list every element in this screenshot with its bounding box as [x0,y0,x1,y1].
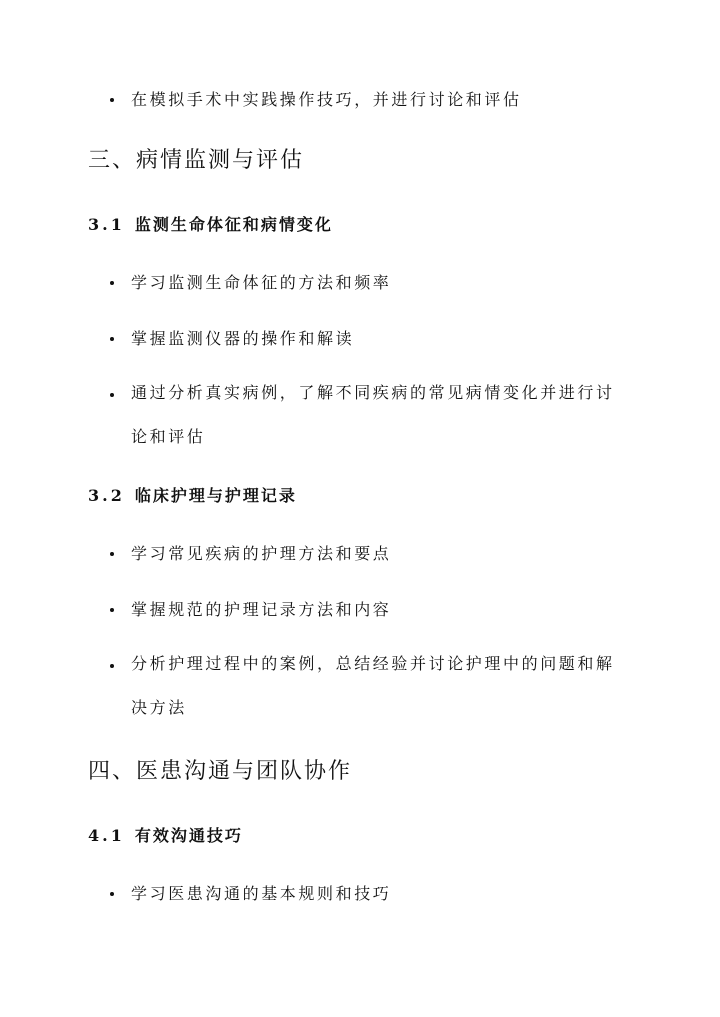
list-item-text: 通过分析真实病例，了解不同疾病的常见病情变化并进行讨论和评估 [131,383,615,446]
subsection-heading [88,483,297,506]
subsection-heading [88,212,333,235]
subsection-number: 4.1 [88,826,125,845]
list-item-text: 学习常见疾病的护理方法和要点 [131,544,392,563]
list-item-text: 掌握监测仪器的操作和解读 [131,329,355,348]
list-item-text: 分析护理过程中的案例，总结经验并讨论护理中的问题和解决方法 [131,654,615,717]
bullet-icon [110,608,114,612]
subsection-number: 3.2 [88,486,125,505]
subsection-number: 3.1 [88,215,125,234]
subsection-title: 临床护理与护理记录 [134,486,297,505]
subsection-title: 有效沟通技巧 [134,826,243,845]
bullet-icon [110,393,114,397]
bullet-icon [110,281,114,285]
bullet-icon [110,337,114,341]
bullet-icon [110,664,114,668]
subsection-heading [88,823,243,846]
list-item-text: 掌握规范的护理记录方法和内容 [131,600,392,619]
subsection-title: 监测生命体征和病情变化 [134,215,333,234]
section-heading: 四、医患沟通与团队协作 [88,759,353,784]
section-heading: 三、病情监测与评估 [88,148,305,173]
list-item-text: 学习监测生命体征的方法和频率 [131,273,392,292]
bullet-icon [110,552,114,556]
list-item-text: 在模拟手术中实践操作技巧，并进行讨论和评估 [131,90,522,109]
bullet-icon [110,98,114,102]
bullet-icon [110,892,114,896]
list-item-text: 学习医患沟通的基本规则和技巧 [131,884,392,903]
